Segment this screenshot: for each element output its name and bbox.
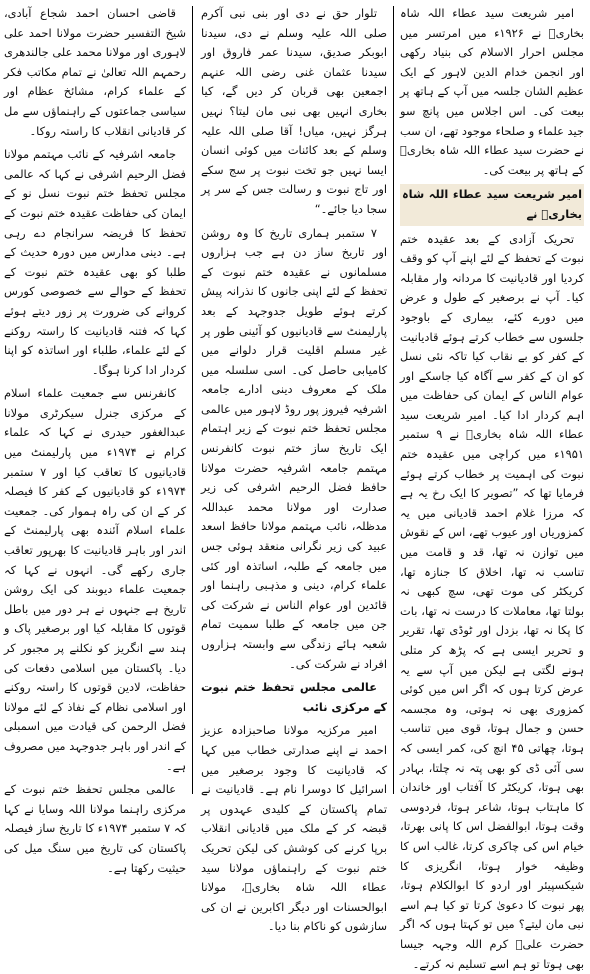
paragraph: جامعہ اشرفیہ کے نائب مہتمم مولانا فضل الرحیم اشرفی نے کہا کہ عالمی مجلس تحفظ ختم نبوت نسل نو کے ایمان کی حفاظت عقیدہ ختم نبوت کے تحفظ کا فریضہ سرانجام دے رہی ہے۔ دینی مدارس میں دورہ حدیث کے طلبا کو بھی عقیدہ ختم نبوت کے تحفظ کے حوالے سے خصوصی کورس کروانے کی ضرورت پر زور دیتے ہوئے کہا کہ فتنہ قادیانیت کا راستہ روکنے کے لئے علماء، طلباء اور اساتذہ کو اپنا کردار ادا کرنا ہوگا۔ [4, 147, 186, 377]
paragraph: امیر مرکزیہ مولانا صاحبزادہ عزیز احمد نے اپنے صدارتی خطاب میں کہا کہ قادیانیت کا وجود برصغیر میں اسرائیل کا دوسرا نام ہے۔ قادیانیت نے تمام پاکستان کے کلیدی عہدوں پر قبضہ کر کے ملک میں قادیانی انقلاب برپا کرنے کی کوشش کی لیکن تحریک ختم نبوت کے راہنماؤں مولانا سید عطاء اللہ شاہ بخاریؒ، مولانا ابوالحسنات اور دیگر اکابرین نے ان کی سازشوں کو ناکام بنا دیا۔ [201, 723, 387, 934]
paragraph: کانفرنس سے جمعیت علماء اسلام کے مرکزی جنرل سیکرٹری مولانا عبدالغفور حیدری نے کہا کہ علماء کرام نے ۱۹۷۴ء میں پارلیمنٹ میں قادیانیوں کا تعاقب کیا اور ۷ ستمبر ۱۹۷۴ء کو قادیانیوں کے کفر کا فیصلہ کر کے ان کی راہ ہموار کی۔ جمعیت علماء اسلام آئندہ بھی پارلیمنٹ کے اندر اور باہر قادیانیت کا بھرپور تعاقب جاری رکھے گی۔ انہوں نے کہا کہ جمعیت علماء دیوبند کی ایک روشن تاریخ ہے جنہوں نے ہر دور میں باطل قوتوں کا مقابلہ کیا اور برصغیر پاک و ہند سے انگریز کو نکلنے پر مجبور کر دیا۔ پاکستان میں اسلامی دفعات کی حفاظت، لادین قوتوں کا راستہ روکنے اور اسلامی نظام کے نفاذ کے لئے مولانا فضل الرحمن کی قیادت میں اسمبلی کے اندر اور باہر جدوجہد میں مصروف ہے۔ [4, 386, 186, 773]
paragraph: ۷ ستمبر ہماری تاریخ کا وہ روشن اور تاریخ ساز دن ہے جب ہزاروں مسلمانوں نے عقیدہ ختم نبوت کے تحفظ کے لئے اپنی جانوں کا نذرانہ پیش کرتے ہوئے طویل جدوجہد کے بعد پارلیمنٹ سے قادیانیوں کو آئینی طور پر غیر مسلم اقلیت قرار دلوانے میں کامیابی حاصل کی۔ اسی سلسلہ میں ملک کے معروف دینی ادارے جامعہ اشرفیہ فیروز پور روڈ لاہور میں عالمی مجلس تحفظ ختم نبوت کے زیر اہتمام ایک تاریخ ساز ختم نبوت کانفرنس مہتمم جامعہ اشرفیہ حضرت مولانا حافظ فضل الرحیم اشرفی کی زیر صدارت اور مولانا محمد عبداللہ مدظلہ، نائب مہتمم مولانا حافظ اسعد عبید کی زیر نگرانی منعقد ہوئی جس میں جامعہ کے طلبہ، اساتذہ اور کئی علماء کرام، دینی و مذہبی راہنما اور قائدین اور عوام الناس نے شرکت کی جن میں جامعہ کے طلبا سمیت تمام شعبہ ہائے زندگی سے وابستہ ہزاروں افراد نے شرکت کی۔ [201, 225, 387, 671]
highlighted-heading: امیر شریعت سید عطاء اللہ شاہ بخاریؒ نے [400, 184, 584, 225]
paragraph: امیر شریعت سید عطاء اللہ شاہ بخاریؒ نے ۱۹۲۶ء میں امرتسر میں مجلس احرار الاسلام کی بنیاد رکھی اور انجمن خدام الدین لاہور کے ایک عظیم الشان جلسہ میں آپ کے ہاتھ پر بیعت کی۔ اس اجلاس میں پانچ سو جید علماء و صلحاء موجود تھے، ان سب نے حضرت سید عطاء اللہ شاہ بخاریؒ کے ہاتھ پر بیعت کی۔ [400, 6, 584, 177]
paragraph: تلوار حق نے دی اور بنی نبی آکرم صلی اللہ علیہ وسلم نے دی، سیدنا ابوبکر صدیق، سیدنا عمر فاروق اور سیدنا عثمان غنی رضی اللہ عنہم اجمعین بھی قربان کر دیں گے، کیا بخاری انہیں بھی نبی مان لیتا؟ نہیں ہرگز نہیں، میاں! آقا صلی اللہ علیہ وسلم کے بعد کائنات میں کوئی انسان ایسا نہیں جو تخت نبوت پر سج سکے اور تاج نبوت و رسالت جس کے سر پر سجا دیا جائے۔“ [201, 6, 387, 216]
article-column-right [400, 4, 585, 971]
paragraph: عالمی مجلس تحفظ ختم نبوت کے مرکزی راہنما مولانا اللہ وسایا نے کہا کہ ۷ ستمبر ۱۹۷۴ء کا تاریخ ساز فیصلہ پاکستان کی تاریخ میں سنگ میل کی حیثیت رکھتا ہے۔ [4, 782, 187, 875]
article-column-left [4, 4, 187, 875]
paragraph: قاضی احسان احمد شجاع آبادی، شیخ التفسیر حضرت مولانا احمد علی لاہوری اور مولانا محمد علی جالندھری رحمہم اللہ تعالیٰ نے تمام مکاتب فکر کے علماء کرام، مشائخ عظام اور سیاسی جماعتوں کے راہنماؤں سے مل کر قادیانی انقلاب کا راستہ روکا۔ [4, 6, 186, 138]
subheading: عالمی مجلس تحفظ ختم نبوت کے مرکزی نائب [201, 680, 387, 714]
column-divider [192, 6, 193, 794]
article-column-middle [201, 4, 387, 934]
paragraph: تحریک آزادی کے بعد عقیدہ ختم نبوت کے تحفظ کے لئے اپنے آپ کو وقف کردیا اور قادیانیت کا مردانہ وار مقابلہ کیا۔ آپ نے برصغیر کے طول و عرض میں دورے کئے، بیماری کے باوجود جلسوں سے خطاب کرتے ہوئے قادیانیت کے کفر کو بے نقاب کیا تاکہ نئی نسل کو ان کے کفر سے آگاہ کیا جاسکے اور عوام الناس کے ایمان کی حفاظت میں اہم کردار ادا کیا۔ امیر شریعت سید عطاء اللہ شاہ بخاریؒ نے ۹ ستمبر ۱۹۵۱ء میں کراچی میں عقیدہ ختم نبوت کی اہمیت پر خطاب کرتے ہوئے فرمایا تھا کہ ”تصویر کا ایک رخ یہ ہے کہ مرزا غلام احمد قادیانی میں یہ کمزوریاں اور عیوب تھے، اس کے نقوش میں توازن نہ تھا، قد و قامت میں تناسب نہ تھا، اخلاق کا جنازہ تھا، کریکٹر کی موت تھی، سچ کبھی نہ بولتا تھا، معاملات کا درست نہ تھا، بات کا پکا نہ تھا، بزدل اور ٹوڈی تھا، تقریر و تحریر ایسی ہے کہ پڑھ کر متلی ہونے لگتی ہے لیکن میں آپ سے یہ عرض کرتا ہوں کہ اگر اس میں کوئی کمزوری بھی نہ ہوتی، وہ مجسمہ حسن و جمال ہوتا، قوی میں تناسب ہوتا، چھاتی ۴۵ انچ کی، کمر ایسی کہ سی آئی ڈی کو بھی پتہ نہ چلتا، بہادر بھی ہوتا، کریکٹر کا آفتاب اور خاندان کا ماہتاب ہوتا، شاعر ہوتا، فردوسی وقت ہوتا، ابوالفضل اس کا پانی بھرتا، خیام اس کی چاکری کرتا، غالب اس کا وظیفہ خوار ہوتا، انگریزی کا شیکسپیئر اور اردو کا ابوالکلام ہوتا، پھر نبوت کا دعویٰ کرتا تو کیا ہم اسے نبی مان لیتے؟ میں تو کہتا ہوں کہ اگر حضرت علیؓ کرم اللہ وجہہ جیسا بھی ہوتا تو ہم اسے تسلیم نہ کرتے۔ [400, 231, 585, 971]
column-divider [393, 6, 394, 794]
